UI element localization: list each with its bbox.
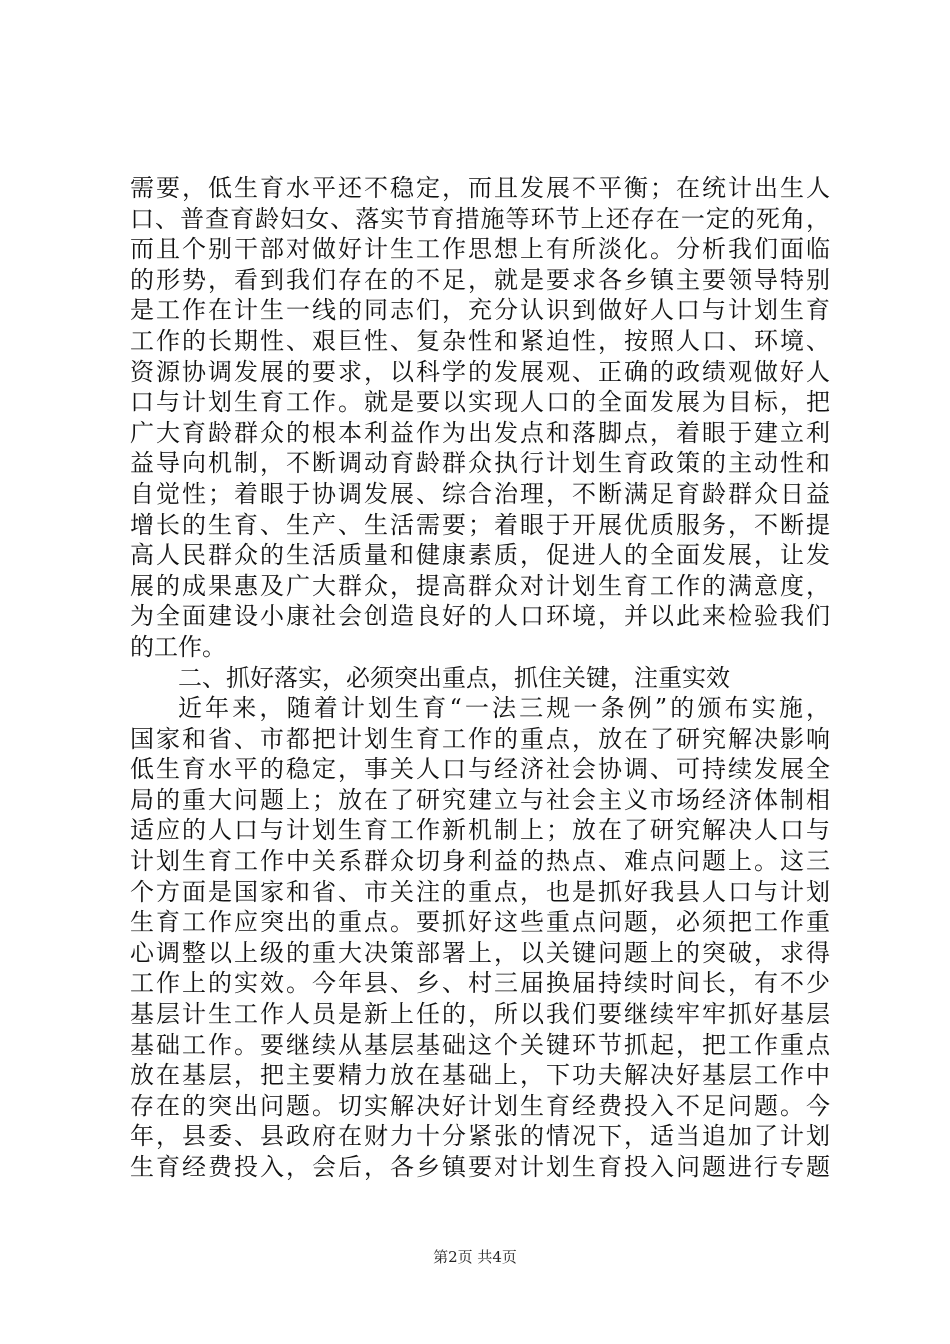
text-line: 高人民群众的生活质量和健康素质，促进人的全面发展，让发 xyxy=(130,541,830,570)
text-line: 适应的人口与计划生育工作新机制上；放在了研究解决人口与 xyxy=(130,816,830,845)
document-body xyxy=(130,173,830,1183)
page-number-footer: 第2页 共4页 xyxy=(433,1248,517,1266)
text-line: 工作的长期性、艰巨性、复杂性和紧迫性，按照人口、环境、 xyxy=(130,326,830,355)
text-line: 生育经费投入，会后，各乡镇要对计划生育投入问题进行专题 xyxy=(130,1153,830,1181)
text-line: 低生育水平的稳定，事关人口与经济社会协调、可持续发展全 xyxy=(130,755,830,784)
text-line: 口与计划生育工作。就是要以实现人口的全面发展为目标，把 xyxy=(130,388,830,417)
text-line: 近年来，随着计划生育“一法三规一条例”的颁布实施， xyxy=(178,694,830,723)
text-line: 国家和省、市都把计划生育工作的重点，放在了研究解决影响 xyxy=(130,724,830,753)
text-line: 个方面是国家和省、市关注的重点，也是抓好我县人口与计划 xyxy=(130,877,830,906)
text-line: 放在基层，把主要精力放在基础上，下功夫解决好基层工作中 xyxy=(130,1061,830,1090)
text-line: 资源协调发展的要求，以科学的发展观、正确的政绩观做好人 xyxy=(130,357,830,386)
text-line: 口、普查育龄妇女、落实节育措施等环节上还存在一定的死角， xyxy=(130,204,830,233)
text-line: 局的重大问题上；放在了研究建立与社会主义市场经济体制相 xyxy=(130,785,830,814)
text-line: 是工作在计生一线的同志们，充分认识到做好人口与计划生育 xyxy=(130,296,830,325)
text-line: 的工作。 xyxy=(130,632,226,661)
text-line: 的形势，看到我们存在的不足，就是要求各乡镇主要领导特别 xyxy=(130,265,830,294)
text-line: 基层计生工作人员是新上任的，所以我们要继续牢牢抓好基层 xyxy=(130,1000,830,1029)
text-line: 益导向机制，不断调动育龄群众执行计划生育政策的主动性和 xyxy=(130,449,830,478)
text-line: 生育工作应突出的重点。要抓好这些重点问题，必须把工作重 xyxy=(130,908,830,937)
text-line: 为全面建设小康社会创造良好的人口环境，并以此来检验我们 xyxy=(130,602,830,631)
text-line: 存在的突出问题。切实解决好计划生育经费投入不足问题。今 xyxy=(130,1091,830,1120)
text-line: 自觉性；着眼于协调发展、综合治理，不断满足育龄群众日益 xyxy=(130,479,830,508)
text-line: 展的成果惠及广大群众，提高群众对计划生育工作的满意度， xyxy=(130,571,830,600)
text-line: 年，县委、县政府在财力十分紧张的情况下，适当追加了计划 xyxy=(130,1122,830,1151)
text-line: 广大育龄群众的根本利益作为出发点和落脚点，着眼于建立利 xyxy=(130,418,830,447)
text-line: 心调整以上级的重大决策部署上，以关键问题上的突破，求得 xyxy=(130,938,830,967)
text-line: 而且个别干部对做好计生工作思想上有所淡化。分析我们面临 xyxy=(130,235,830,264)
text-line: 需要，低生育水平还不稳定，而且发展不平衡；在统计出生人 xyxy=(130,174,830,202)
text-line: 基础工作。要继续从基层基础这个关键环节抓起，把工作重点 xyxy=(130,1030,830,1059)
section-heading: 二、抓好落实，必须突出重点，抓住关键，注重实效 xyxy=(178,663,730,692)
text-line: 工作上的实效。今年县、乡、村三届换届持续时间长，有不少 xyxy=(130,969,830,998)
text-line: 计划生育工作中关系群众切身利益的热点、难点问题上。这三 xyxy=(130,847,830,876)
text-line: 增长的生育、生产、生活需要；着眼于开展优质服务，不断提 xyxy=(130,510,830,539)
